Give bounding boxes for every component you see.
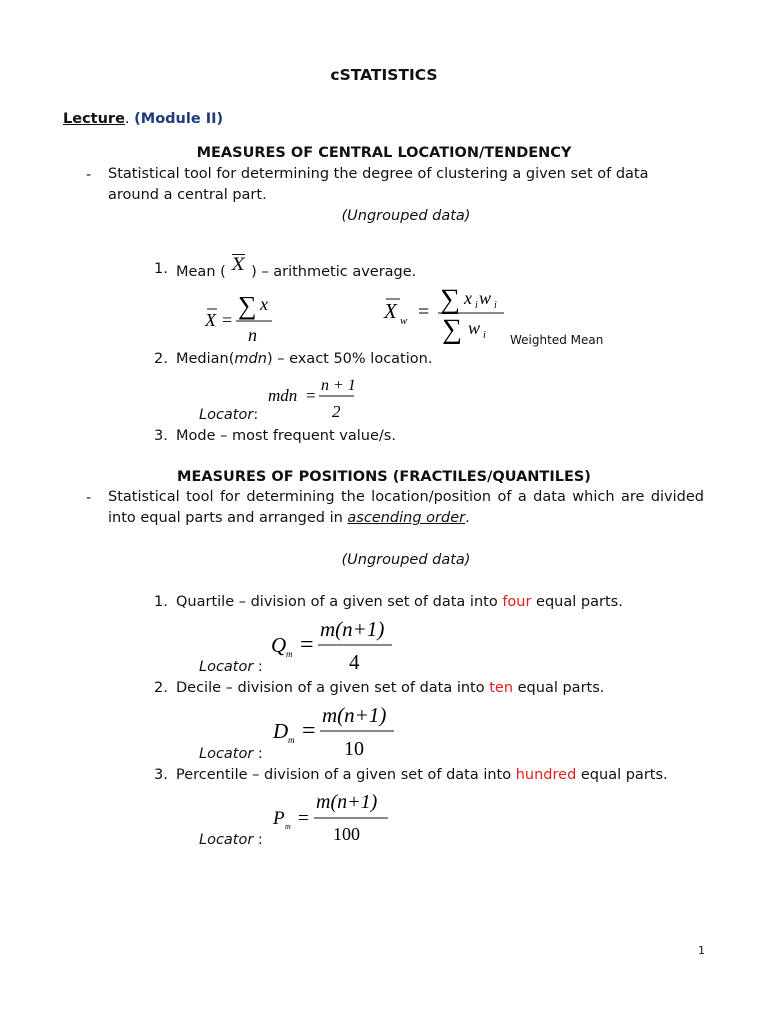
section2-heading: MEASURES OF POSITIONS (FRACTILES/QUANTILES)	[177, 469, 591, 485]
locator-text: Locator	[199, 746, 254, 762]
list-item-quartile	[176, 594, 623, 610]
mean-den: n	[248, 325, 257, 345]
decile-post: equal parts.	[513, 680, 605, 696]
decile-pre: Decile – division of a given set of data into	[176, 680, 490, 696]
section2-description	[108, 487, 704, 529]
median-pre: Median(	[176, 351, 235, 367]
weighted-eq: =	[418, 301, 430, 323]
median-eq: =	[306, 386, 316, 405]
percentile-post: equal parts.	[576, 767, 668, 783]
list-item-median	[176, 351, 432, 367]
quartile-lhs: Q	[271, 633, 287, 657]
decile-locator-label	[199, 746, 263, 762]
ascending-order-text: ascending order	[347, 510, 466, 526]
list-item-mean	[176, 255, 417, 281]
percentile-eq: =	[298, 808, 309, 829]
mean-lhs: X	[205, 310, 216, 330]
percentile-pre: Percentile – division of a given set of data into	[176, 767, 516, 783]
section1-heading: MEASURES OF CENTRAL LOCATION/TENDENCY	[196, 145, 572, 161]
quartile-den: 4	[349, 650, 360, 674]
weighted-lhs: X	[384, 299, 397, 323]
list-item-percentile	[176, 767, 668, 783]
decile-eq: =	[302, 718, 316, 744]
weighted-mean-formula	[380, 282, 510, 344]
weighted-num-w-sub: i	[494, 300, 497, 311]
xbar-letter: X	[232, 255, 245, 275]
decile-den: 10	[344, 738, 364, 760]
list-item-mode: Mode – most frequent value/s.	[176, 428, 396, 444]
percentile-locator-label	[199, 832, 263, 848]
median-locator-label	[199, 407, 258, 423]
decile-formula	[270, 700, 400, 760]
quartile-locator-label	[199, 659, 263, 675]
median-abbr: mdn	[234, 351, 267, 367]
decile-lhs: D	[273, 719, 289, 743]
weighted-num-sum: ∑	[440, 284, 460, 315]
decile-highlight: ten	[489, 680, 514, 696]
locator-text: Locator	[199, 659, 254, 675]
quartile-lhs-sub: m	[286, 649, 293, 659]
module-label: (Module II)	[134, 111, 224, 127]
median-post: ) – exact 50% location.	[266, 351, 433, 367]
locator-colon: :	[253, 832, 263, 848]
percentile-formula	[270, 787, 400, 847]
median-num: n + 1	[321, 377, 356, 394]
locator-text: Locator	[199, 407, 254, 423]
weighted-num-x: x	[464, 288, 472, 308]
percentile-lhs-sub: m	[285, 822, 291, 831]
mean-formula	[200, 286, 280, 346]
weighted-den-w: w	[468, 318, 481, 338]
weighted-den-w-sub: i	[483, 330, 486, 341]
percentile-lhs: P	[273, 808, 285, 829]
median-formula	[265, 372, 365, 422]
list-number: 3.	[154, 428, 168, 444]
weighted-mean-label: Weighted Mean	[510, 333, 604, 347]
weighted-num-x-sub: i	[475, 300, 478, 311]
quartile-post: equal parts.	[531, 594, 623, 610]
locator-colon: :	[253, 407, 259, 423]
percentile-highlight: hundred	[515, 767, 577, 783]
section2-description-text: Statistical tool for determining the location/position of a data which are divided into equal parts and arranged in	[108, 489, 704, 526]
list-number: 2.	[154, 680, 168, 696]
section2-data-type: (Ungrouped data)	[341, 552, 471, 568]
median-lhs: mdn	[268, 386, 298, 405]
list-number: 1.	[154, 594, 168, 610]
mean-sum: ∑	[238, 291, 257, 320]
lecture-label: Lecture	[63, 111, 125, 127]
document-title: cSTATISTICS	[330, 66, 438, 84]
lecture-punct: .	[124, 111, 130, 127]
mean-pre: Mean (	[176, 264, 226, 280]
locator-colon: :	[253, 746, 263, 762]
quartile-num: m(n+1)	[320, 617, 385, 641]
quartile-eq: =	[300, 632, 314, 658]
section2-bullet: -	[86, 490, 92, 506]
section1-data-type: (Ungrouped data)	[341, 208, 471, 224]
lecture-line	[63, 111, 223, 127]
weighted-num-w: w	[479, 288, 492, 308]
list-item-decile	[176, 680, 604, 696]
mean-num: x	[260, 294, 268, 314]
section1-description: Statistical tool for determining the degree of clustering a given set of data around a central part.	[108, 166, 649, 203]
percentile-den: 100	[333, 824, 360, 844]
locator-text: Locator	[199, 832, 254, 848]
quartile-formula	[268, 614, 398, 674]
quartile-highlight: four	[502, 594, 532, 610]
decile-lhs-sub: m	[288, 735, 295, 745]
page-number: 1	[698, 944, 705, 957]
xbar-symbol	[230, 255, 246, 275]
list-number: 2.	[154, 351, 168, 367]
section1-bullet: -	[86, 167, 92, 183]
mean-eq: =	[222, 310, 233, 330]
quartile-pre: Quartile – division of a given set of data into	[176, 594, 503, 610]
weighted-den-sum: ∑	[442, 314, 462, 344]
weighted-lhs-sub: w	[400, 315, 408, 327]
locator-colon: :	[253, 659, 263, 675]
section2-description-end: .	[465, 510, 470, 526]
list-number: 3.	[154, 767, 168, 783]
mean-post: ) – arithmetic average.	[251, 264, 417, 280]
percentile-num: m(n+1)	[316, 791, 378, 813]
median-den: 2	[332, 402, 341, 421]
list-number: 1.	[154, 261, 168, 277]
decile-num: m(n+1)	[322, 703, 387, 727]
